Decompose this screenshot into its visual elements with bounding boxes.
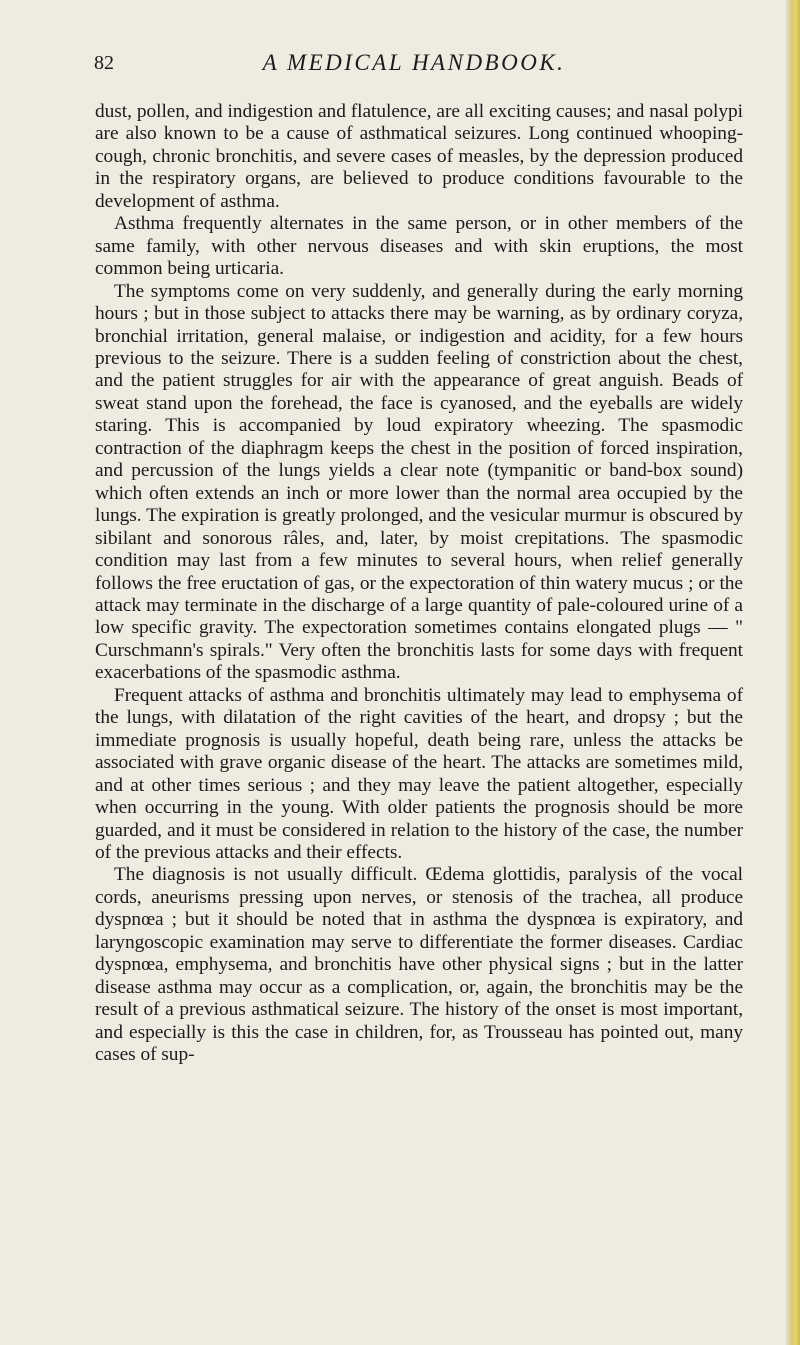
paragraph-symptoms: The symptoms come on very suddenly, and generally during the early morning hours ; but in those subject to attacks there may be warning, as by ordinary coryza, bronchial irritation, general malaise, or indigestion and acidity, for a few hours previous to the seizure. There is a sudden feeling of constriction about the chest, and the patient struggles for air with the appearance of great anguish. Beads of sweat stand upon the forehead, the face is cyanosed, and the eyeballs are widely staring. This is accompanied by loud expiratory wheezing. The spasmodic contraction of the diaphragm keeps the chest in the position of forced inspiration, and percussion of the lungs yields a clear note (tympanitic or band-box sound) which often extends an inch or more lower than the normal area occupied by the lungs. The expiration is greatly prolonged, and the vesicular murmur is obscured by sibilant and sonorous râles, and, later, by moist crepitations. The spasmodic condition may last from a few minutes to several hours, when relief generally follows the free eructation of gas, or the expectoration of thin watery mucus ; or the attack may terminate in the discharge of a large quantity of pale-coloured urine of a low specific gravity. The expectoration sometimes contains elongated plugs — " Curschmann's spirals." Very often the bronchitis lasts for some days with frequent exacerbations of the spasmodic asthma. [95,280,743,684]
page-edge [786,0,800,1345]
paragraph-alternation: Asthma frequently alternates in the same person, or in other members of the same family, with other nervous diseases and with skin eruptions, the most common being urticaria. [95,213,743,280]
paragraph-diagnosis: The diagnosis is not usually difficult. Œdema glottidis, paralysis of the vocal cords, aneurisms pressing upon nerves, or stenosis of the trachea, all produce dyspnœa ; but it should be noted that in asthma the dyspnœa is expiratory, and laryngoscopic examination may serve to differentiate the former diseases. Cardiac dyspnœa, emphysema, and bronchitis have other physical signs ; but in the latter disease asthma may occur as a complication, or, again, the bronchitis may be the result of a previous asthmatical seizure. The history of the onset is most important, and especially is this the case in children, for, as Trousseau has pointed out, many cases of sup- [95,864,743,1066]
page-header [94,50,734,84]
page-number: 82 [94,52,114,74]
paragraph-causes: dust, pollen, and indigestion and flatulence, are all exciting causes; and nasal polypi are also known to be a cause of asthmatical seizures. Long continued whooping-cough, chronic bronchitis, and severe cases of measles, by the depression produced in the respiratory organs, are believed to produce conditions favourable to the development of asthma. [95,101,743,212]
running-title: A MEDICAL HANDBOOK. [262,50,566,75]
body-text [95,101,743,1066]
paragraph-prognosis: Frequent attacks of asthma and bronchitis ultimately may lead to emphysema of the lungs, with dilatation of the right cavities of the heart, and dropsy ; but the immediate prognosis is usually hopeful, death being rare, unless the attacks be associated with grave organic disease of the heart. The attacks are sometimes mild, and at other times serious ; and they may leave the patient altogether, especially when occurring in the young. With older patients the prognosis should be more guarded, and it must be considered in relation to the history of the case, the number of the previous attacks and their effects. [95,684,743,863]
